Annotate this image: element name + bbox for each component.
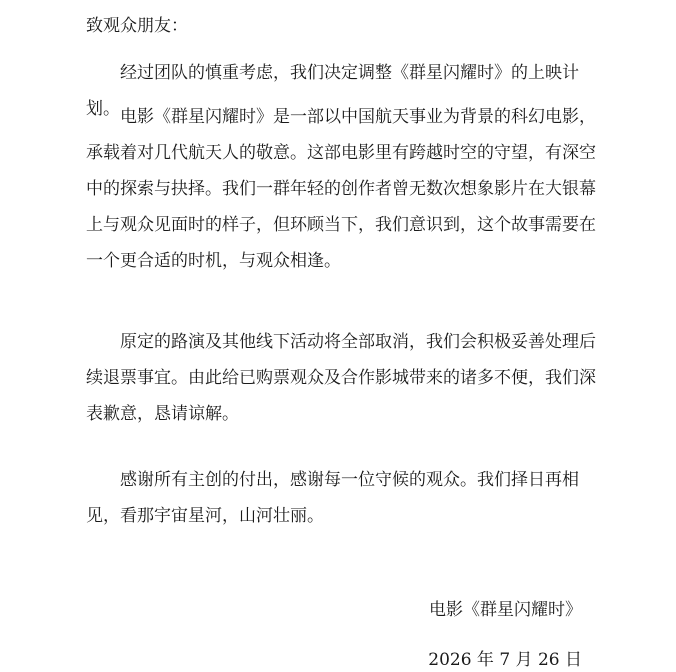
letter-date: 2026 年 7 月 26 日 — [428, 650, 582, 670]
signature: 电影《群星闪耀时》 — [429, 600, 582, 620]
salutation: 致观众朋友： — [86, 16, 188, 36]
paragraph-thanks: 感谢所有主创的付出，感谢每一位守候的观众。我们择日再相见，看那宇宙星河，山河壮丽。 — [86, 470, 579, 526]
paragraph-film-description: 电影《群星闪耀时》是一部以中国航天事业为背景的科幻电影，承载着对几代航天人的敬意。这部电影里有跨越时空的守望，有深空中的探索与抉择。我们一群年轻的创作者曾无数次想象影片在大银幕上与观众见面时的样子，但环顾当下，我们意识到，这个故事需要在一个更合适的时机，与观众相逢。 — [86, 107, 596, 271]
paragraph-cancellation-refund: 原定的路演及其他线下活动将全部取消，我们会积极妥善处理后续退票事宜。由此给已购票观众及合作影城带来的诸多不便，我们深表歉意，恳请谅解。 — [86, 332, 596, 424]
paragraph-schedule-change: 经过团队的慎重考虑，我们决定调整《群星闪耀时》的上映计划。 — [86, 63, 579, 119]
